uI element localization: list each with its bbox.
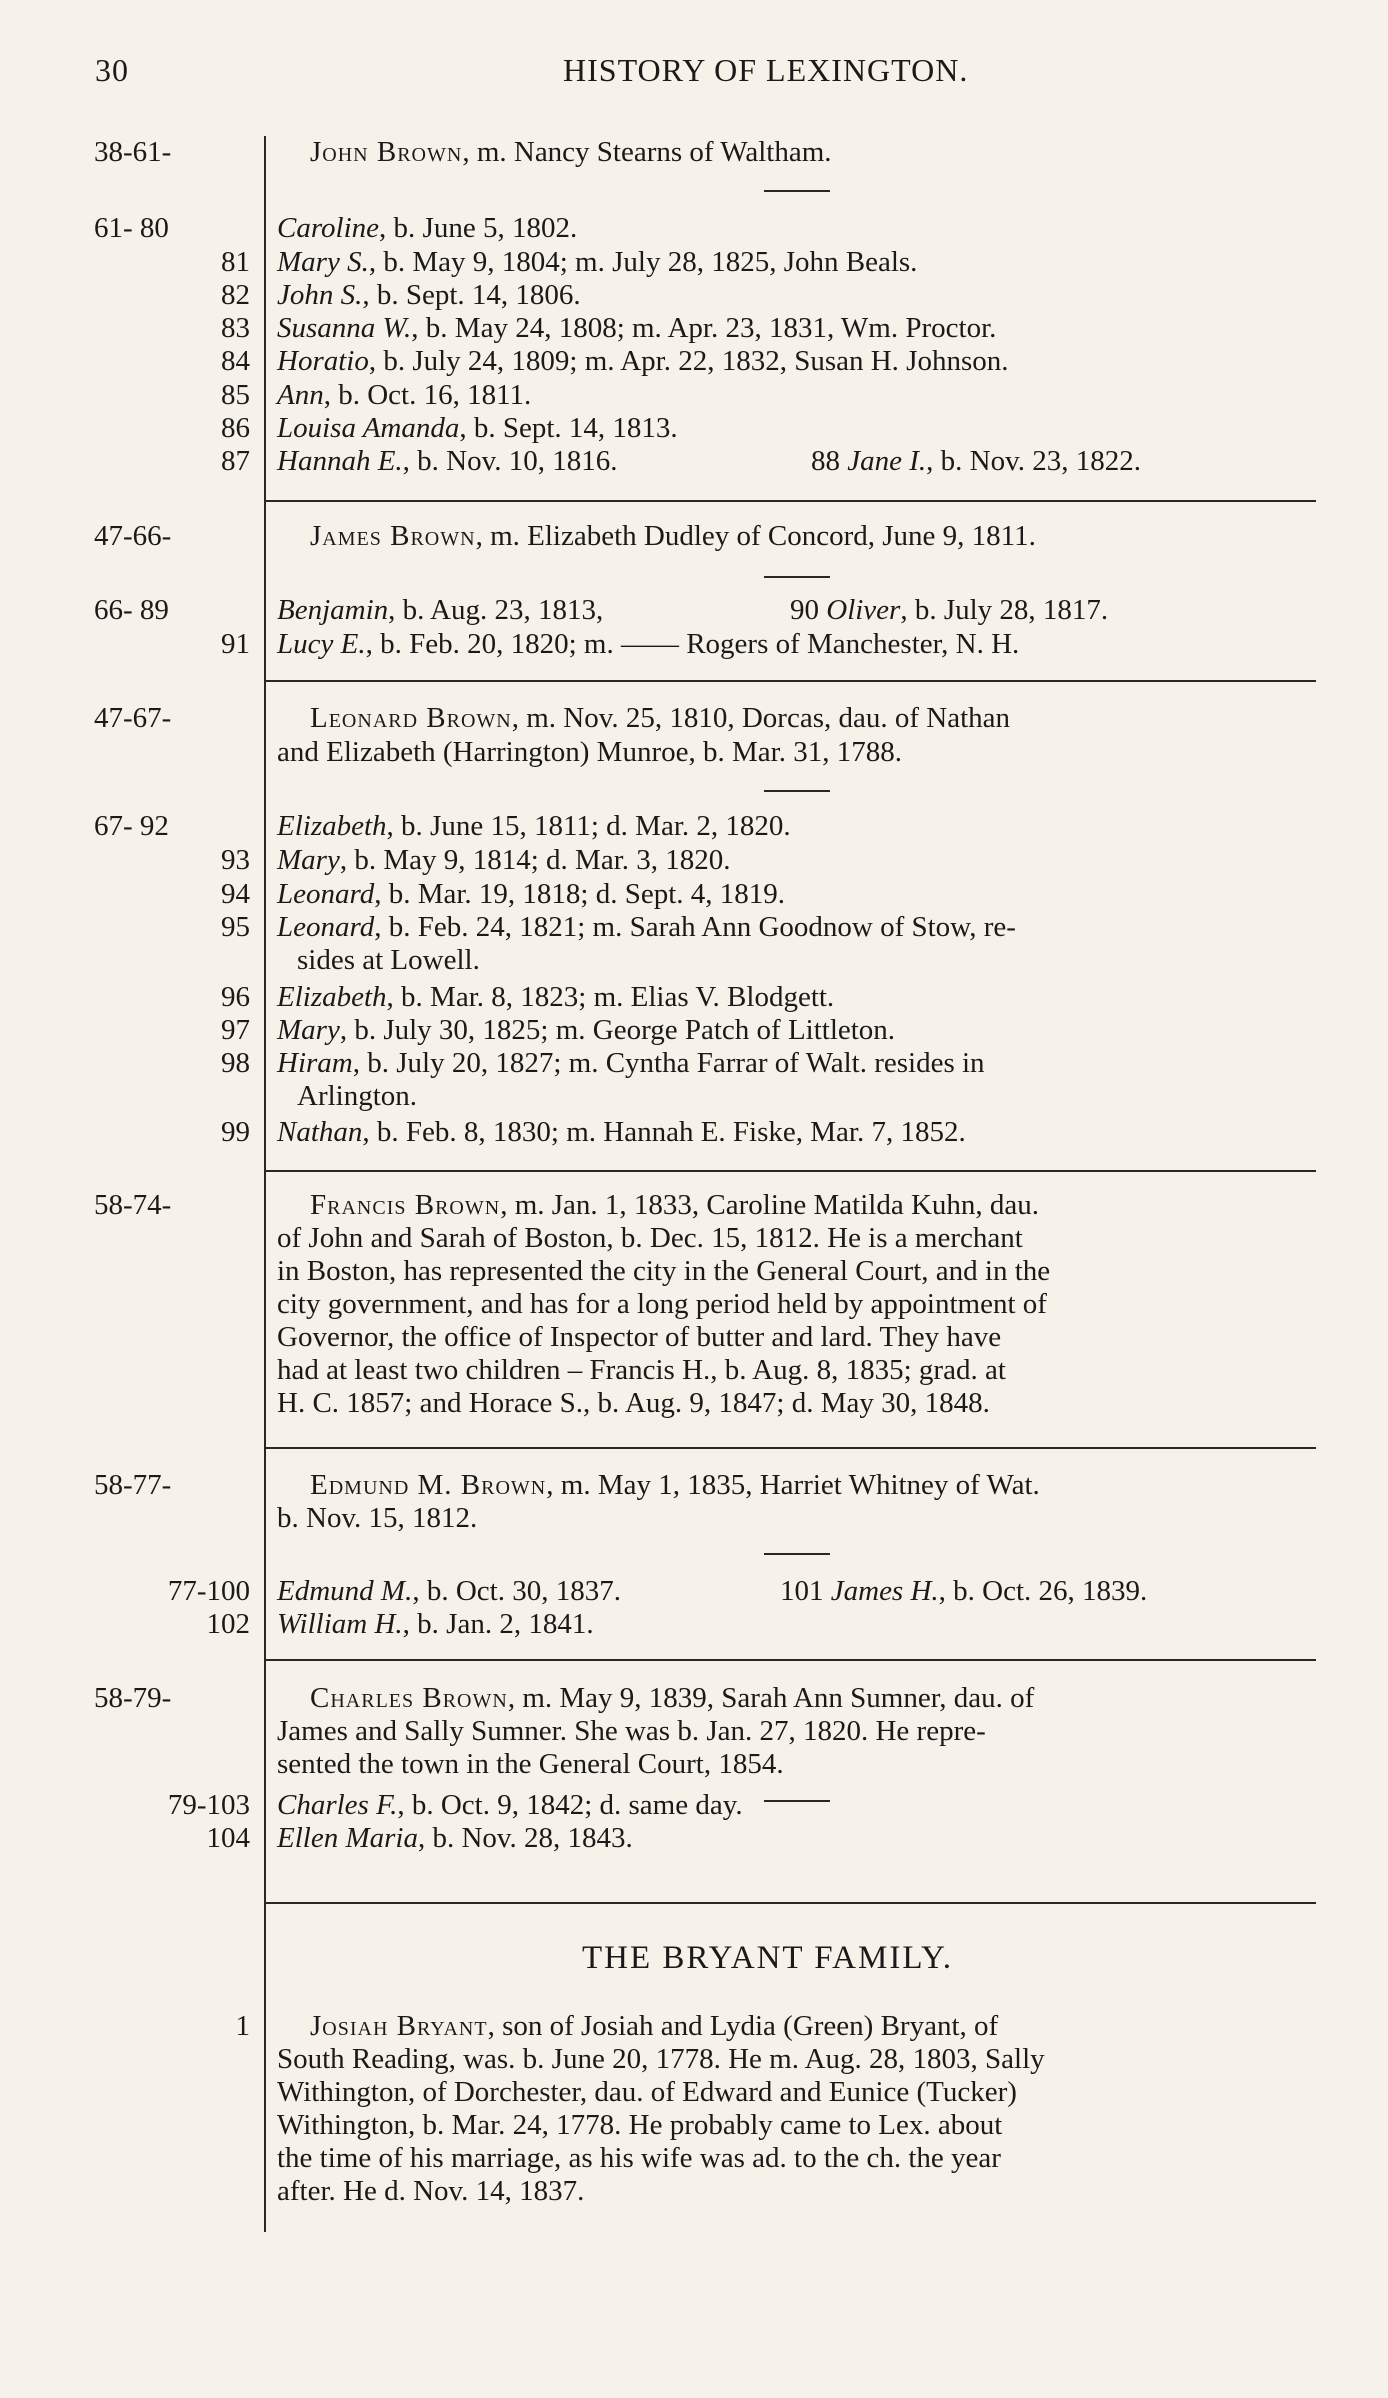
- ref-number: 99: [221, 1116, 250, 1148]
- child-line: Mary S., b. May 9, 1804; m. July 28, 1825, John Beals.: [277, 246, 918, 278]
- running-title: HISTORY OF LEXINGTON.: [563, 52, 969, 88]
- child-line: Mary, b. July 30, 1825; m. George Patch of Littleton.: [277, 1014, 896, 1046]
- ref-number: 93: [221, 844, 250, 876]
- ref-number: 91: [221, 628, 250, 660]
- ref-number: 82: [221, 279, 250, 311]
- separator-rule: [266, 680, 1316, 682]
- paragraph-line: city government, and has for a long period held by appointment of: [277, 1288, 1047, 1320]
- ref-number: 86: [221, 412, 250, 444]
- paragraph-line: H. C. 1857; and Horace S., b. Aug. 9, 1847; d. May 30, 1848.: [277, 1387, 990, 1419]
- ref-number: 67- 92: [94, 810, 169, 842]
- paragraph-line: Withington, b. Mar. 24, 1778. He probably came to Lex. about: [277, 2109, 1003, 2141]
- child-line: Edmund M., b. Oct. 30, 1837.: [277, 1575, 621, 1607]
- child-line: Hiram, b. July 20, 1827; m. Cyntha Farrar of Walt. resides in: [277, 1047, 985, 1079]
- child-line: Nathan, b. Feb. 8, 1830; m. Hannah E. Fiske, Mar. 7, 1852.: [277, 1116, 966, 1148]
- child-line: Elizabeth, b. Mar. 8, 1823; m. Elias V. Blodgett.: [277, 981, 835, 1013]
- separator-rule: [266, 1447, 1316, 1449]
- ref-number: 1: [235, 2010, 250, 2042]
- paragraph-line: Withington, of Dorchester, dau. of Edward and Eunice (Tucker): [277, 2076, 1017, 2108]
- page-number: 30: [95, 52, 129, 88]
- paragraph-line: after. He d. Nov. 14, 1837.: [277, 2175, 585, 2207]
- entry-heading: Josiah Bryant, son of Josiah and Lydia (Green) Bryant, of: [310, 2010, 999, 2042]
- separator-rule: [266, 1902, 1316, 1904]
- ref-number: 102: [206, 1608, 250, 1640]
- child-line: Benjamin, b. Aug. 23, 1813,: [277, 594, 604, 626]
- child-line: Caroline, b. June 5, 1802.: [277, 212, 578, 244]
- child-line: Susanna W., b. May 24, 1808; m. Apr. 23, 1831, Wm. Proctor.: [277, 312, 997, 344]
- paragraph-line: South Reading, was. b. June 20, 1778. He m. Aug. 28, 1803, Sally: [277, 2043, 1045, 2075]
- column-rule: [264, 136, 266, 2232]
- separator-short: [764, 790, 830, 792]
- ref-number: 98: [221, 1047, 250, 1079]
- ref-number: 97: [221, 1014, 250, 1046]
- ref-number: 87: [221, 445, 250, 477]
- paragraph-line: of John and Sarah of Boston, b. Dec. 15, 1812. He is a merchant: [277, 1222, 1023, 1254]
- ref-number: 83: [221, 312, 250, 344]
- separator-short: [764, 1800, 830, 1802]
- ref-number: 85: [221, 379, 250, 411]
- ref-number: 66- 89: [94, 594, 169, 626]
- child-continuation: sides at Lowell.: [297, 944, 480, 976]
- separator-rule: [266, 1659, 1316, 1661]
- paragraph-line: the time of his marriage, as his wife was ad. to the ch. the year: [277, 2142, 1001, 2174]
- ref-number: 79-103: [167, 1789, 250, 1821]
- paragraph-line: James and Sally Sumner. She was b. Jan. 27, 1820. He repre-: [277, 1715, 986, 1747]
- ref-number: 47-67-: [94, 702, 172, 734]
- ref-number: 84: [221, 345, 250, 377]
- child-line-second: 101 James H., b. Oct. 26, 1839.: [780, 1575, 1148, 1607]
- ref-number: 58-74-: [94, 1189, 172, 1221]
- entry-heading: Francis Brown, m. Jan. 1, 1833, Caroline Matilda Kuhn, dau.: [310, 1189, 1040, 1221]
- entry-heading: John Brown, m. Nancy Stearns of Waltham.: [310, 136, 832, 168]
- child-line: John S., b. Sept. 14, 1806.: [277, 279, 581, 311]
- child-line: Ellen Maria, b. Nov. 28, 1843.: [277, 1822, 633, 1854]
- ref-number: 47-66-: [94, 520, 172, 552]
- child-line: William H., b. Jan. 2, 1841.: [277, 1608, 594, 1640]
- paragraph-line: sented the town in the General Court, 1854.: [277, 1748, 784, 1780]
- ref-number: 61- 80: [94, 212, 169, 244]
- ref-number: 95: [221, 911, 250, 943]
- family-title: THE BRYANT FAMILY.: [582, 1940, 953, 1976]
- child-line: Leonard, b. Mar. 19, 1818; d. Sept. 4, 1819.: [277, 878, 786, 910]
- child-line: Horatio, b. July 24, 1809; m. Apr. 22, 1832, Susan H. Johnson.: [277, 345, 1009, 377]
- child-line: Hannah E., b. Nov. 10, 1816.: [277, 445, 618, 477]
- entry-continuation: b. Nov. 15, 1812.: [277, 1502, 478, 1534]
- child-line: Charles F., b. Oct. 9, 1842; d. same day.: [277, 1789, 743, 1821]
- child-line: Elizabeth, b. June 15, 1811; d. Mar. 2, 1820.: [277, 810, 791, 842]
- ref-number: 58-77-: [94, 1469, 172, 1501]
- paragraph-line: had at least two children – Francis H., b. Aug. 8, 1835; grad. at: [277, 1354, 1006, 1386]
- child-line: Lucy E., b. Feb. 20, 1820; m. —— Rogers of Manchester, N. H.: [277, 628, 1020, 660]
- ref-number: 38-61-: [94, 136, 172, 168]
- paragraph-line: in Boston, has represented the city in the General Court, and in the: [277, 1255, 1051, 1287]
- separator-short: [764, 576, 830, 578]
- child-line: Ann, b. Oct. 16, 1811.: [277, 379, 532, 411]
- entry-heading: Leonard Brown, m. Nov. 25, 1810, Dorcas, dau. of Nathan: [310, 702, 1011, 734]
- entry-continuation: and Elizabeth (Harrington) Munroe, b. Mar. 31, 1788.: [277, 736, 902, 768]
- ref-number: 77-100: [167, 1575, 250, 1607]
- child-line-second: 90 Oliver, b. July 28, 1817.: [790, 594, 1109, 626]
- separator-rule: [266, 500, 1316, 502]
- ref-number: 94: [221, 878, 250, 910]
- child-continuation: Arlington.: [297, 1080, 418, 1112]
- separator-short: [764, 190, 830, 192]
- entry-heading: James Brown, m. Elizabeth Dudley of Concord, June 9, 1811.: [310, 520, 1036, 552]
- separator-rule: [266, 1170, 1316, 1172]
- child-line-second: 88 Jane I., b. Nov. 23, 1822.: [811, 445, 1141, 477]
- ref-number: 96: [221, 981, 250, 1013]
- ref-number: 104: [206, 1822, 250, 1854]
- child-line: Leonard, b. Feb. 24, 1821; m. Sarah Ann Goodnow of Stow, re-: [277, 911, 1016, 943]
- child-line: Louisa Amanda, b. Sept. 14, 1813.: [277, 412, 678, 444]
- ref-number: 81: [221, 246, 250, 278]
- ref-number: 58-79-: [94, 1682, 172, 1714]
- entry-heading: Edmund M. Brown, m. May 1, 1835, Harriet Whitney of Wat.: [310, 1469, 1040, 1501]
- entry-heading: Charles Brown, m. May 9, 1839, Sarah Ann Sumner, dau. of: [310, 1682, 1035, 1714]
- paragraph-line: Governor, the office of Inspector of butter and lard. They have: [277, 1321, 1002, 1353]
- separator-short: [764, 1553, 830, 1555]
- child-line: Mary, b. May 9, 1814; d. Mar. 3, 1820.: [277, 844, 731, 876]
